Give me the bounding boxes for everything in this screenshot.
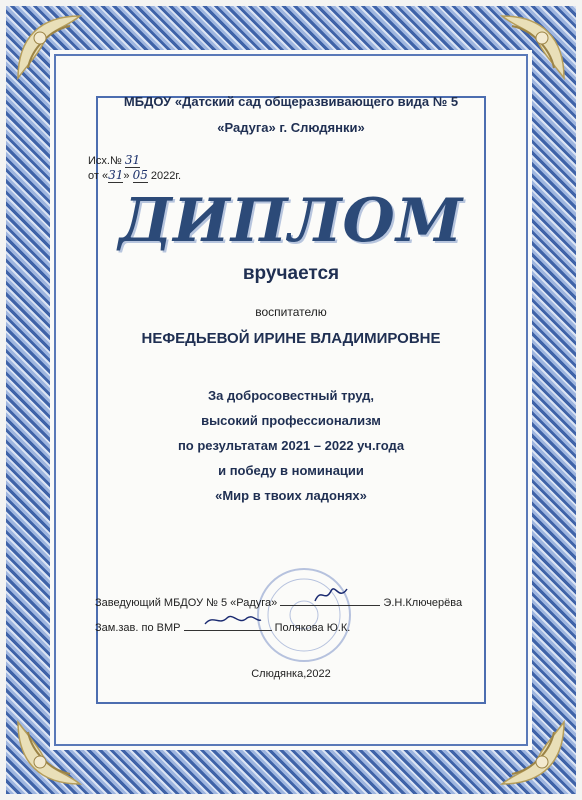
reason-line: высокий профессионализм [201,413,381,428]
diploma-title: ДИПЛОМ [118,186,464,256]
signature-row-deputy [95,620,350,634]
reference-number-value: 31 [124,153,141,167]
place-and-year: Слюдянка,2022 [251,668,331,680]
awarded-text: вручается [242,263,340,284]
reference-date-prefix: от « [88,170,109,182]
reference-number-label: Исх.№ [88,155,122,167]
handwritten-signature [313,585,353,605]
reference-number [88,153,140,168]
recipient-role: воспитателю [255,305,327,319]
reference-date [88,168,181,183]
official-stamp [254,565,354,665]
signatory-name: Э.Н.Ключерёва [383,597,463,609]
reference-date-month: 05 [132,168,148,182]
org-name-line2: «Радуга» г. Слюдянки» [217,120,365,135]
reference-date-day: 31 [108,168,124,182]
recipient-name: НЕФЕДЬЕВОЙ ИРИНЕ ВЛАДИМИРОВНЕ [141,330,441,347]
reason-line: по результатам 2021 – 2022 уч.года [177,438,405,453]
reason-line: За добросовестный труд, [207,388,375,403]
handwritten-signature [203,612,263,630]
signatory-position: Зам.зав. по ВМР [95,622,181,634]
reference-date-year: 2022г. [150,170,182,182]
reason-line: «Мир в твоих ладонях» [215,488,367,503]
reason-line: и победу в номинации [218,463,364,478]
reference-date-mid: » [123,170,130,182]
signatory-name: Полякова Ю.К. [274,622,351,634]
org-name-line1: МБДОУ «Датский сад общеразвивающего вида № 5 [123,94,459,109]
signature-row-head [95,595,462,609]
signatory-position: Заведующий МБДОУ № 5 «Радуга» [95,597,278,609]
